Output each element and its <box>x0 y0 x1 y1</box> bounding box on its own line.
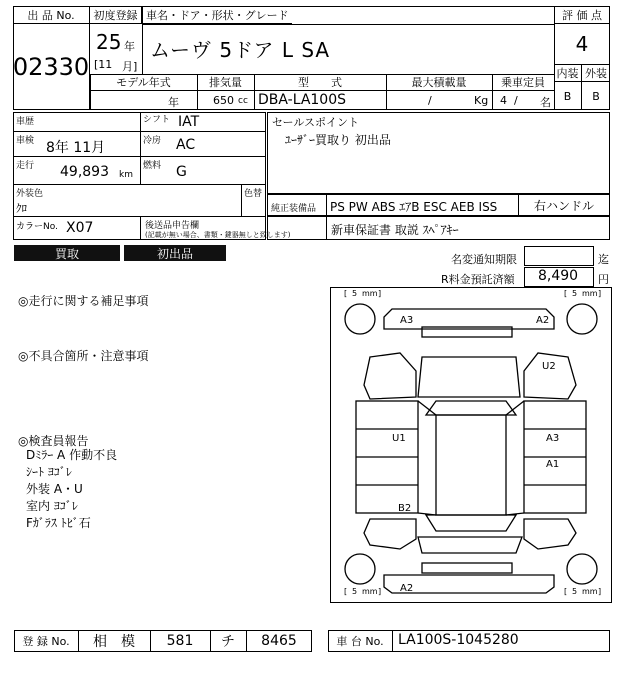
reg-year-unit: 年 <box>124 40 135 53</box>
load-separator: / <box>428 94 432 107</box>
model-code: DBA-LA100S <box>258 92 347 108</box>
rear-plate <box>422 563 512 573</box>
recycle-label: R料金預託済額 <box>441 273 515 286</box>
load-unit: Kg <box>474 94 489 107</box>
trunk <box>418 537 522 553</box>
damage-mark: B2 <box>398 503 412 514</box>
tire-label-br: [ <box>564 587 568 596</box>
color-change-divider <box>241 184 242 216</box>
tire-label-bl-close: ] <box>378 587 382 596</box>
reg-month: [11 <box>94 58 113 71</box>
inspection-value: 8年 11月 <box>46 140 106 156</box>
lot-no-label: 出 品 No. <box>13 6 90 24</box>
registration-label: 登 録 No. <box>22 635 70 648</box>
damage-mark: U2 <box>542 361 556 372</box>
tire-value-tr: 5 <box>572 289 578 298</box>
recycle-value: 8,490 <box>538 268 579 284</box>
tire-unit-tr: mm <box>582 289 598 298</box>
equipment-label: 純正装備品 <box>271 204 317 214</box>
notice-label: 名変通知期限 <box>451 253 517 266</box>
exterior-color-value: ｸﾛ <box>16 202 27 215</box>
tire-value-tl: 5 <box>352 289 358 298</box>
spec-row-mid <box>90 90 554 91</box>
docs-label: 後送品申告欄 <box>145 221 200 231</box>
registration-kana: チ <box>221 634 235 650</box>
color-no-label: カラーNo. <box>16 222 58 232</box>
rear-window <box>426 515 516 531</box>
capacity-separator: / <box>514 94 518 107</box>
details-row-3 <box>13 184 266 185</box>
sales-point-label: セールスポイント <box>272 116 360 129</box>
interior-score-label: 内装 <box>554 64 582 82</box>
exterior-score: B <box>592 89 600 103</box>
fuel-label: 燃料 <box>143 161 162 171</box>
ac-label: 冷房 <box>143 136 162 146</box>
exterior-color-label: 外装色 <box>16 189 44 199</box>
tire-label-tl-close: ] <box>378 289 382 298</box>
reg-year: 25 <box>96 30 122 54</box>
displacement-label: 排気量 <box>209 76 242 89</box>
damage-mark: U1 <box>392 433 406 444</box>
driving-notes-title: ◎走行に関する補足事項 <box>18 294 149 308</box>
front-fender-left <box>364 353 416 399</box>
inspector-line: Dﾐﾗｰ A 作動不良 <box>26 448 118 462</box>
notice-box <box>524 246 594 266</box>
registration-area: 相 模 <box>93 634 135 650</box>
exterior-score-label: 外装 <box>582 64 610 82</box>
defects-title: ◎不具合箇所・注意事項 <box>18 349 149 363</box>
inspector-title: ◎検査員報告 <box>18 434 89 448</box>
score-label: 評 価 点 <box>554 6 610 24</box>
mileage-unit: km <box>119 170 133 180</box>
damage-mark: A2 <box>536 315 550 326</box>
recycle-unit: 円 <box>598 273 609 286</box>
tire-label-tl: [ <box>344 289 348 298</box>
lot-no: 02330 <box>13 24 90 110</box>
displacement-unit: cc <box>238 96 248 106</box>
mileage-value: 49,893 <box>60 164 109 180</box>
buy-tag: 買取 <box>14 245 120 261</box>
tire-unit-br: mm <box>582 587 598 596</box>
capacity-unit: 名 <box>540 96 551 109</box>
color-no-divider <box>140 216 141 240</box>
windshield <box>426 401 516 415</box>
damage-diagram <box>330 287 612 603</box>
tire-value-br: 5 <box>572 587 578 596</box>
damage-mark: A3 <box>400 315 414 326</box>
damage-mark: A3 <box>546 433 560 444</box>
equipment-value: PS PW ABS ｴｱB ESC AEB ISS <box>330 200 498 214</box>
hood <box>418 357 520 397</box>
inspector-line: 外装 A・U <box>26 482 83 496</box>
model-year-unit: 年 <box>168 96 179 109</box>
first-reg-label: 初度登録 <box>90 6 142 24</box>
registration-number: 8465 <box>261 633 297 649</box>
tire-tl <box>345 304 375 334</box>
inspector-line: 室内 ﾖｺﾞﾚ <box>26 499 78 513</box>
details-col <box>140 112 141 184</box>
tire-label-tr-close: ] <box>598 289 602 298</box>
capacity-label: 乗車定員 <box>501 76 545 89</box>
tire-label-bl: [ <box>344 587 348 596</box>
tire-tr <box>567 304 597 334</box>
docs-note: (記載が無い場合、書類・鍵器無しと致します) <box>145 231 291 239</box>
rear-fender-right <box>524 519 576 549</box>
tire-bl <box>345 554 375 584</box>
roof <box>436 415 506 515</box>
score-value: 4 <box>575 32 589 56</box>
type-label: 型 式 <box>298 76 342 89</box>
shift-label: シフト <box>143 115 171 125</box>
shift-value: IAT <box>178 114 200 130</box>
inspector-line: ｼｰﾄ ﾖｺﾞﾚ <box>26 465 72 479</box>
tire-unit-bl: mm <box>362 587 378 596</box>
color-no-value: X07 <box>66 220 94 236</box>
ac-value: AC <box>176 137 196 153</box>
damage-mark: A2 <box>400 583 414 594</box>
inspection-label: 車検 <box>16 136 35 146</box>
load-label: 最大積載量 <box>411 76 467 89</box>
color-change-label: 色替 <box>244 189 263 199</box>
chassis-label: 車 台 No. <box>336 635 384 648</box>
displacement: 650 <box>213 94 234 107</box>
notice-unit: 迄 <box>598 253 609 266</box>
inspector-line: Fｶﾞﾗｽ ﾄﾋﾞ石 <box>26 516 91 530</box>
damage-mark: A1 <box>546 459 560 470</box>
car-name-divider <box>142 6 143 74</box>
inspector-lines <box>26 447 117 532</box>
rear-fender-left <box>364 519 416 549</box>
reg-month-unit: 月] <box>122 60 138 73</box>
car-name-label: 車名・ドア・形状・グレード <box>142 6 292 24</box>
capacity: 4 <box>500 94 507 107</box>
tire-br <box>567 554 597 584</box>
interior-score: B <box>554 82 582 110</box>
handle-value: 右ハンドル <box>533 198 594 213</box>
sales-point: ﾕｰｻﾞｰ買取り 初出品 <box>285 133 391 147</box>
name-label-underline <box>142 24 554 25</box>
chassis-number: LA100S-1045280 <box>398 632 519 648</box>
tire-label-tr: [ <box>564 289 568 298</box>
front-fender-right <box>524 353 576 399</box>
registration-class: 581 <box>166 633 194 649</box>
fuel-value: G <box>176 164 187 180</box>
model-year-label: モデル年式 <box>116 76 171 89</box>
mileage-label: 走行 <box>16 161 35 171</box>
chassis-div <box>392 630 393 652</box>
history-label: 車歴 <box>16 117 35 127</box>
tire-label-br-close: ] <box>598 587 602 596</box>
warranty-value: 新車保証書 取説 ｽﾍﾟｱｷｰ <box>331 223 459 237</box>
tire-value-bl: 5 <box>352 587 358 596</box>
tire-unit-tl: mm <box>362 289 378 298</box>
first-listing-tag: 初出品 <box>124 245 226 261</box>
details-row-1 <box>13 131 266 132</box>
car-name: ムーヴ 5ドア L SA <box>150 38 331 62</box>
